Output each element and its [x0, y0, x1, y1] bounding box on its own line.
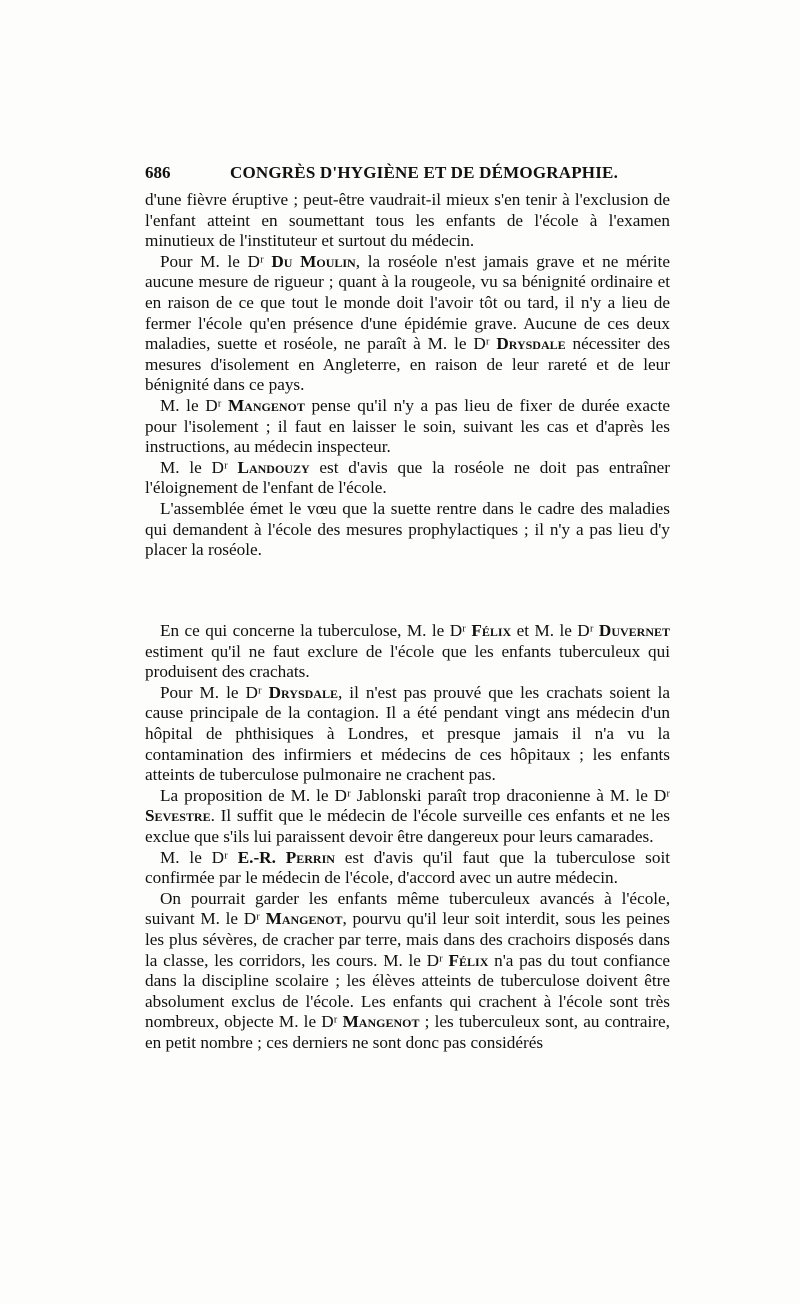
text-run: En ce qui concerne la tuberculose, M. le Dʳ [160, 621, 472, 640]
speaker-name: E.-R. Perrin [237, 847, 335, 867]
paragraph [145, 683, 670, 786]
paragraph [145, 621, 670, 683]
text-run: nécessiter des mesures d'isolement en Angleterre, en raison de leur rareté et de leur bénignité dans ce pays. [145, 334, 671, 395]
speaker-name: Drysdale [268, 682, 338, 702]
text-run: , il n'est pas prouvé que les crachats soient la cause principale de la contagion. Il a été pendant vingt ans médecin d'un hôpital de phthisiques à Londres, et presque jamais il n'a vu la contamination des infirmiers et médecins de ces hôpitaux ; les enfants atteints de tuberculose pulmonaire ne crachent pas. [145, 682, 670, 785]
speaker-name: Du Moulin [271, 251, 356, 271]
section-scarlet-fever-discussion [145, 190, 670, 561]
text-run: La proposition de M. le Dʳ Jablonski paraît trop draconienne à M. le Dʳ [160, 785, 670, 805]
text-run: . Il suffit que le médecin de l'école surveille ces enfants et ne les exclue que s'ils lui paraissent devoir être dangereux pour leurs camarades. [145, 806, 670, 846]
text-run: est d'avis qu'il faut que la tuberculose soit confirmée par le médecin de l'école, d'accord avec un autre médecin. [145, 847, 670, 888]
page-number: 686 [145, 163, 171, 182]
text-run: Pour M. le Dʳ [160, 682, 269, 702]
paragraph [145, 458, 670, 499]
speaker-name: Félix [471, 621, 512, 640]
paragraph [145, 252, 670, 396]
speaker-name: Félix [448, 950, 489, 970]
text-run: et M. le Dʳ [511, 621, 599, 640]
text-run: M. le Dʳ [160, 457, 238, 477]
paragraph: L'assemblée émet le vœu que la suette rentre dans le cadre des maladies qui demandent à l'école des mesures prophylactiques ; il n'y a pas lieu d'y placer la roséole. [145, 498, 670, 560]
page-header [145, 163, 670, 191]
text-run: estiment qu'il ne faut exclure de l'école que les enfants tuberculeux qui produisent des crachats. [145, 641, 670, 682]
running-title: CONGRÈS D'HYGIÈNE ET DE DÉMOGRAPHIE. [230, 163, 619, 182]
speaker-name: Drysdale [496, 334, 566, 354]
paragraph: d'une fièvre éruptive ; peut-être vaudrait-il mieux s'en tenir à l'exclusion de l'enfant atteint en soumettant tous les enfants de l'école à l'examen minutieux de l'instituteur et surtout du médecin. [145, 190, 670, 251]
paragraph [145, 889, 670, 1054]
speaker-name: Mangenot [265, 909, 343, 929]
text-run: On pourrait garder les enfants même tuberculeux avancés à l'école, suivant M. le Dʳ [145, 888, 670, 929]
text-run: pense qu'il n'y a pas lieu de fixer de durée exacte pour l'isolement ; il faut en laisser le soin, suivant les cas et d'après les instructions, au médecin inspecteur. [145, 395, 670, 457]
text-run: , pourvu qu'il leur soit interdit, sous les peines les plus sévères, de cracher par terre, mais dans des crachoirs disposés dans la classe, les corridors, les cours. M. le Dʳ [145, 909, 670, 970]
text-run: M. le Dʳ [160, 847, 238, 867]
speaker-name: Sevestre [145, 806, 211, 826]
paragraph [145, 786, 670, 848]
text-run: , la roséole n'est jamais grave et ne mérite aucune mesure de rigueur ; quant à la rougeole, vu sa bénignité ordinaire et en raison de ce que tout le monde doit l'avoir tôt ou tard, il n'y a lieu de fermer l'école qu'en présence d'une épidémie grave. Aucune de ces deux maladies, suette et roséole, ne paraît à M. le Dʳ [145, 251, 670, 354]
section-tuberculosis-discussion [145, 621, 670, 1053]
speaker-name: Mangenot [227, 395, 305, 415]
speaker-name: Mangenot [342, 1012, 420, 1032]
text-run: M. le Dʳ [160, 395, 228, 415]
text-run: ; les tuberculeux sont, au contraire, en petit nombre ; ces derniers ne sont donc pas considérés [145, 1012, 670, 1052]
text-run: Pour M. le Dʳ [160, 251, 272, 271]
paragraph [145, 396, 670, 458]
text-run: est d'avis que la roséole ne doit pas entraîner l'éloignement de l'enfant de l'école. [145, 457, 670, 498]
paragraph [145, 848, 670, 889]
speaker-name: Duvernet [598, 621, 670, 640]
text-run: n'a pas du tout confiance dans la discipline scolaire ; les élèves atteints de tuberculose doivent être absolument exclus de l'école. Les enfants qui crachent à l'école sont très nombreux, objecte M. le Dʳ [145, 950, 670, 1032]
speaker-name: Landouzy [237, 457, 310, 477]
